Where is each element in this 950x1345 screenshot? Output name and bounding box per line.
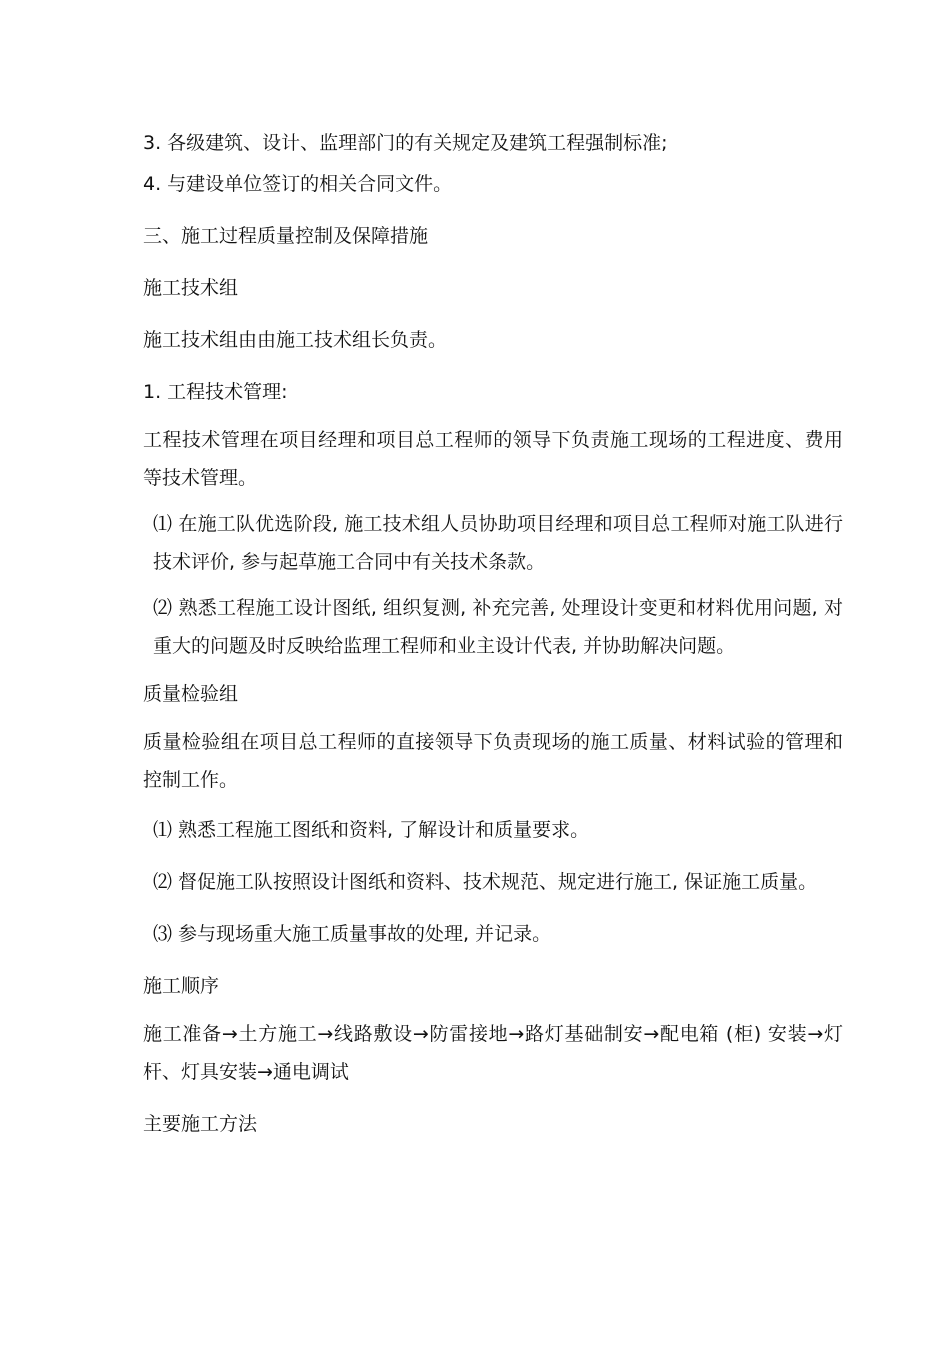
tech-mgmt-heading: 1. 工程技术管理:	[143, 381, 288, 403]
subheading-sequence: 施工顺序	[143, 975, 220, 997]
tech-item-2: ⑵ 熟悉工程施工设计图纸, 组织复测, 补充完善, 处理设计变更和材料优用问题, 对重大的问题及时反映给监理工程师和业主设计代表, 并协助解决问题。	[153, 597, 843, 657]
tech-item-1: ⑴ 在施工队优选阶段, 施工技术组人员协助项目经理和项目总工程师对施工队进行技术评价, 参与起草施工合同中有关技术条款。	[153, 513, 843, 573]
subheading-tech-group: 施工技术组	[143, 277, 239, 299]
list-item-4: 4. 与建设单位签订的相关合同文件。	[143, 173, 453, 195]
subheading-methods: 主要施工方法	[143, 1113, 258, 1135]
tech-group-intro: 施工技术组由由施工技术组长负责。	[143, 329, 448, 351]
section-heading-3: 三、施工过程质量控制及保障措施	[143, 225, 429, 247]
qc-item-1: ⑴ 熟悉工程施工图纸和资料, 了解设计和质量要求。	[153, 819, 590, 841]
qc-group-body: 质量检验组在项目总工程师的直接领导下负责现场的施工质量、材料试验的管理和控制工作。	[143, 731, 843, 791]
tech-mgmt-body: 工程技术管理在项目经理和项目总工程师的领导下负责施工现场的工程进度、费用等技术管理。	[143, 429, 843, 489]
sequence-body: 施工准备→土方施工→线路敷设→防雷接地→路灯基础制安→配电箱 (柜) 安装→灯杆、灯具安装→通电调试	[143, 1023, 843, 1083]
list-item-3: 3. 各级建筑、设计、监理部门的有关规定及建筑工程强制标准;	[143, 132, 668, 154]
qc-item-3: ⑶ 参与现场重大施工质量事故的处理, 并记录。	[153, 923, 552, 945]
subheading-qc-group: 质量检验组	[143, 683, 239, 705]
qc-item-2: ⑵ 督促施工队按照设计图纸和资料、技术规范、规定进行施工, 保证施工质量。	[153, 871, 818, 893]
document-page	[143, 120, 843, 1135]
